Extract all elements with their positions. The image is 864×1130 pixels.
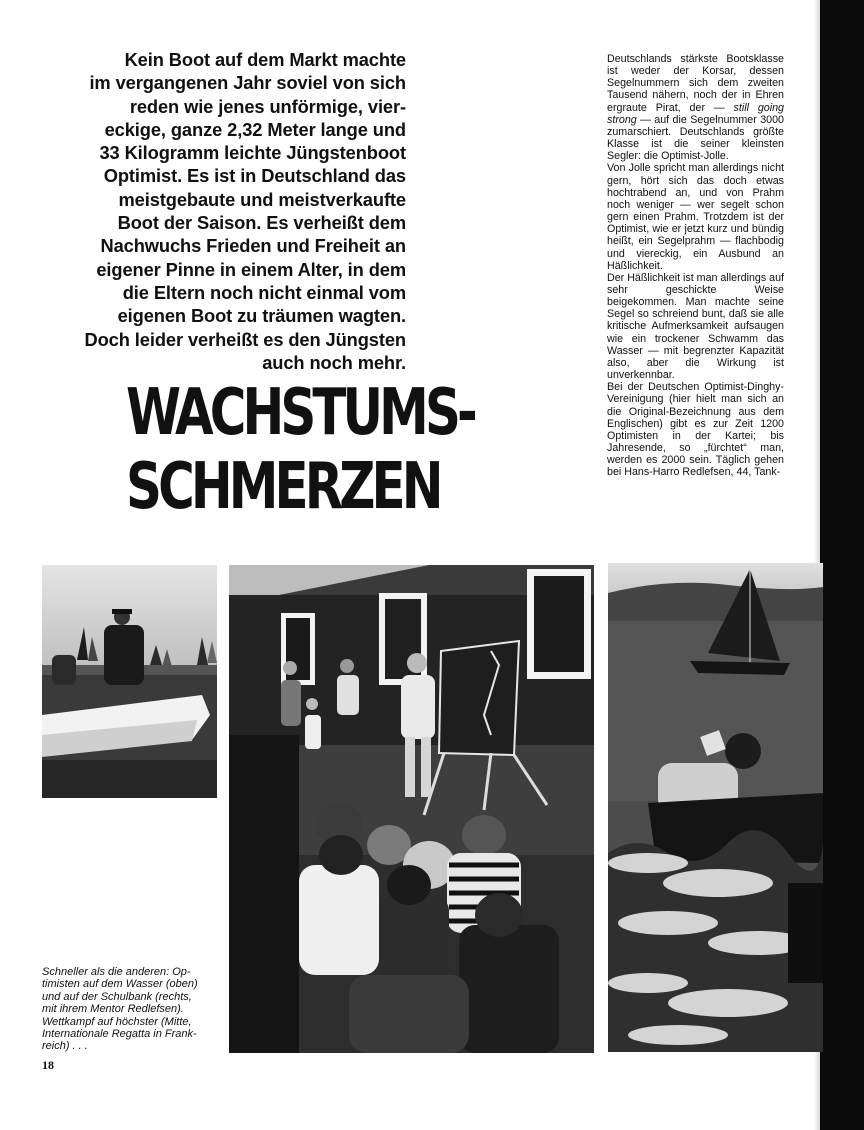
lead-line: auch noch mehr. [262, 351, 406, 373]
lead-line: Optimist. Es ist in Deutschland das [103, 165, 406, 187]
italic-phrase: still going strong [607, 101, 785, 126]
lead-line: eigenen Boot zu träumen wagten. [117, 305, 406, 327]
lead-line: 33 Kilogramm leichte Jüngstenboot [99, 142, 406, 164]
page-number: 18 [42, 1058, 54, 1072]
photo-optimist-sailing [608, 563, 823, 1052]
lead-line: die Eltern noch nicht einmal vom [122, 281, 406, 303]
caption-line: und auf der Schulbank (rechts, [42, 990, 192, 1003]
lead-paragraph [40, 48, 406, 374]
caption-line: reich) . . . [42, 1040, 88, 1053]
caption-line: mit ihrem Mentor Redlefsen). [42, 1003, 184, 1016]
photo-motorboat [42, 565, 217, 798]
body-paragraph: Deutschlands stärkste Bootsklasse ist weder der Korsar, dessen Segelnummern sich dem zweiten Tausend nähern, noch der in Ehren ergraute Pirat, der — still going strong — auf die Segelnummer 3000 zumarschiert. Deutschlands größte Klasse ist die seiner kleinsten Segler: die Optimist-Jolle. [607, 53, 785, 163]
lead-line: meistgebaute und meistverkaufte [118, 188, 406, 210]
lead-line: reden wie jenes unförmige, vier- [129, 95, 406, 117]
headline-line: WACHSTUMS- [126, 376, 474, 450]
body-paragraph: Bei der Deutschen Optimist-Dinghy-Vereinigung (hier hielt man sich an die Original-Bezeichnung aus dem Englischen) gibt es zur Zeit 1200 Optimisten in der Kartei; bis Jahresende, so „fürchtet“ man, werden es 2000 sein. Täglich gehen bei Hans-Harro Redlefsen, 44, Tank- [607, 381, 784, 479]
body-text-column [607, 53, 784, 478]
lead-line: Boot der Saison. Es verheißt dem [117, 212, 406, 234]
lead-line: Nachwuchs Frieden und Freiheit an [100, 235, 406, 257]
headline-line: SCHMERZEN [126, 450, 440, 524]
lead-line: Doch leider verheißt es den Jüngsten [84, 328, 406, 350]
caption-line: Wettkampf auf höchster (Mitte, [42, 1015, 192, 1028]
lead-line: Kein Boot auf dem Markt machte [124, 49, 406, 70]
caption-line: timisten auf dem Wasser (oben) [42, 978, 198, 991]
lead-line: im vergangenen Jahr soviel von sich [89, 72, 406, 94]
body-paragraph: Von Jolle spricht man allerdings nicht gern, hört sich das doch etwas hochtrabend an, und von Prahm noch weniger — wer segelt schon gern einen Prahm. Trotzdem ist der Optimist, wie er jetzt kurz und bündig heißt, ein Segelprahm — flachbodig und viereckig, ein Ausbund an Häßlichkeit. [607, 162, 784, 272]
caption-line: Schneller als die anderen: Op- [42, 966, 191, 978]
photo-caption [42, 966, 226, 1053]
photo-classroom [229, 565, 594, 1053]
scan-edge [820, 0, 864, 1130]
body-paragraph: Der Häßlichkeit ist man allerdings auf sehr geschickte Weise beigekommen. Man machte seine Segel so schreiend bunt, daß sie alle kritische Aufmerksamkeit aufsaugen wie ein trockener Schwamm das Wasser — mit begrenzter Kapazität also, aber die Wirkung ist unverkennbar. [607, 271, 785, 382]
caption-line: Internationale Regatta in Frank- [42, 1028, 197, 1041]
lead-line: eckige, ganze 2,32 Meter lange und [104, 118, 406, 140]
lead-line: eigener Pinne in einem Alter, in dem [96, 258, 406, 280]
article-headline [126, 376, 474, 524]
